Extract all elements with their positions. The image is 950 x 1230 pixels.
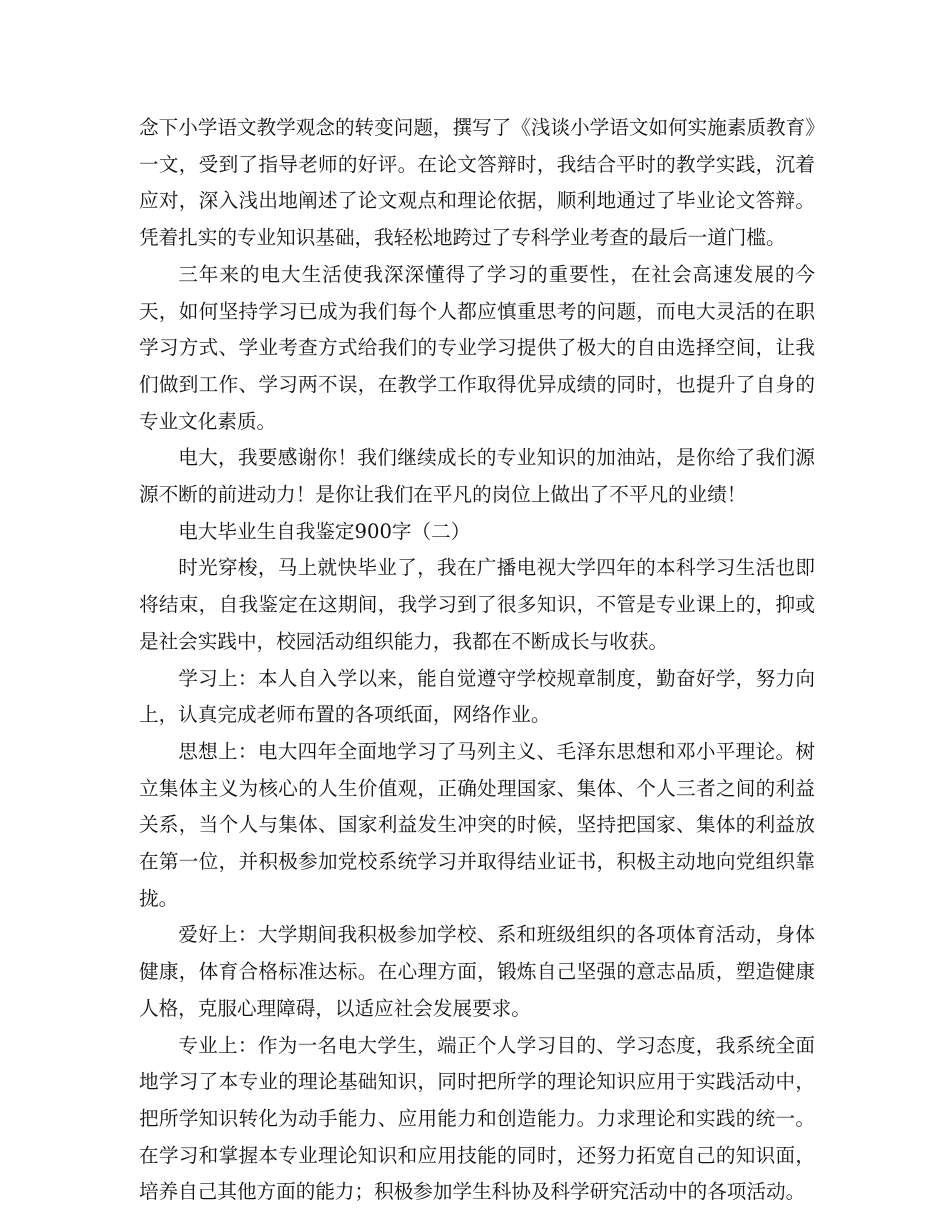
paragraph-4: 时光穿梭，马上就快毕业了，我在广播电视大学四年的本科学习生活也即将结束，自我鉴定在这期间，我学习到了很多知识，不管是专业课上的，抑或是社会实践中，校园活动组织能力，我都在不断成长与收获。 (139, 556, 815, 653)
section-heading: 电大毕业生自我鉴定900字（二） (178, 519, 471, 543)
paragraph-major: 专业上：作为一名电大学生，端正个人学习目的、学习态度，我系统全面地学习了本专业的理论基础知识，同时把所学的理论知识应用于实践活动中，把所学知识转化为动手能力、应用能力和创造能力。力求理论和实践的统一。在学习和掌握本专业理论知识和应用技能的同时，还努力拓宽自己的知识面，培养自己其他方面的能力；积极参加学生科协及科学研究活动中的各项活动。 (139, 1033, 815, 1204)
paragraph-hobby: 爱好上：大学期间我积极参加学校、系和班级组织的各项体育活动，身体健康，体育合格标准达标。在心理方面，锻炼自己坚强的意志品质，塑造健康人格，克服心理障碍，以适应社会发展要求。 (139, 923, 815, 1020)
paragraph-3: 电大，我要感谢你！我们继续成长的专业知识的加油站，是你给了我们源源不断的前进动力！是你让我们在平凡的岗位上做出了不平凡的业绩！ (139, 446, 815, 507)
paragraph-study: 学习上：本人自入学以来，能自觉遵守学校规章制度，勤奋好学，努力向上，认真完成老师布置的各项纸面，网络作业。 (139, 666, 815, 727)
paragraph-1: 念下小学语文教学观念的转变问题，撰写了《浅谈小学语文如何实施素质教育》一文，受到了指导老师的好评。在论文答辩时，我结合平时的教学实践，沉着应对，深入浅出地阐述了论文观点和理论依据，顺利地通过了毕业论文答辩。凭着扎实的专业知识基础，我轻松地跨过了专科学业考查的最后一道门槛。 (139, 116, 815, 250)
document-page (139, 110, 815, 1211)
paragraph-2: 三年来的电大生活使我深深懂得了学习的重要性，在社会高速发展的今天，如何坚持学习已成为我们每个人都应慎重思考的问题，而电大灵活的在职学习方式、学业考查方式给我们的专业学习提供了极大的自由选择空间，让我们做到工作、学习两不误，在教学工作取得优异成绩的同时，也提升了自身的专业文化素质。 (139, 262, 815, 433)
paragraph-thought: 思想上：电大四年全面地学习了马列主义、毛泽东思想和邓小平理论。树立集体主义为核心的人生价值观，正确处理国家、集体、个人三者之间的利益关系，当个人与集体、国家利益发生冲突的时候，坚持把国家、集体的利益放在第一位，并积极参加党校系统学习并取得结业证书，积极主动地向党组织靠拢。 (139, 739, 815, 910)
